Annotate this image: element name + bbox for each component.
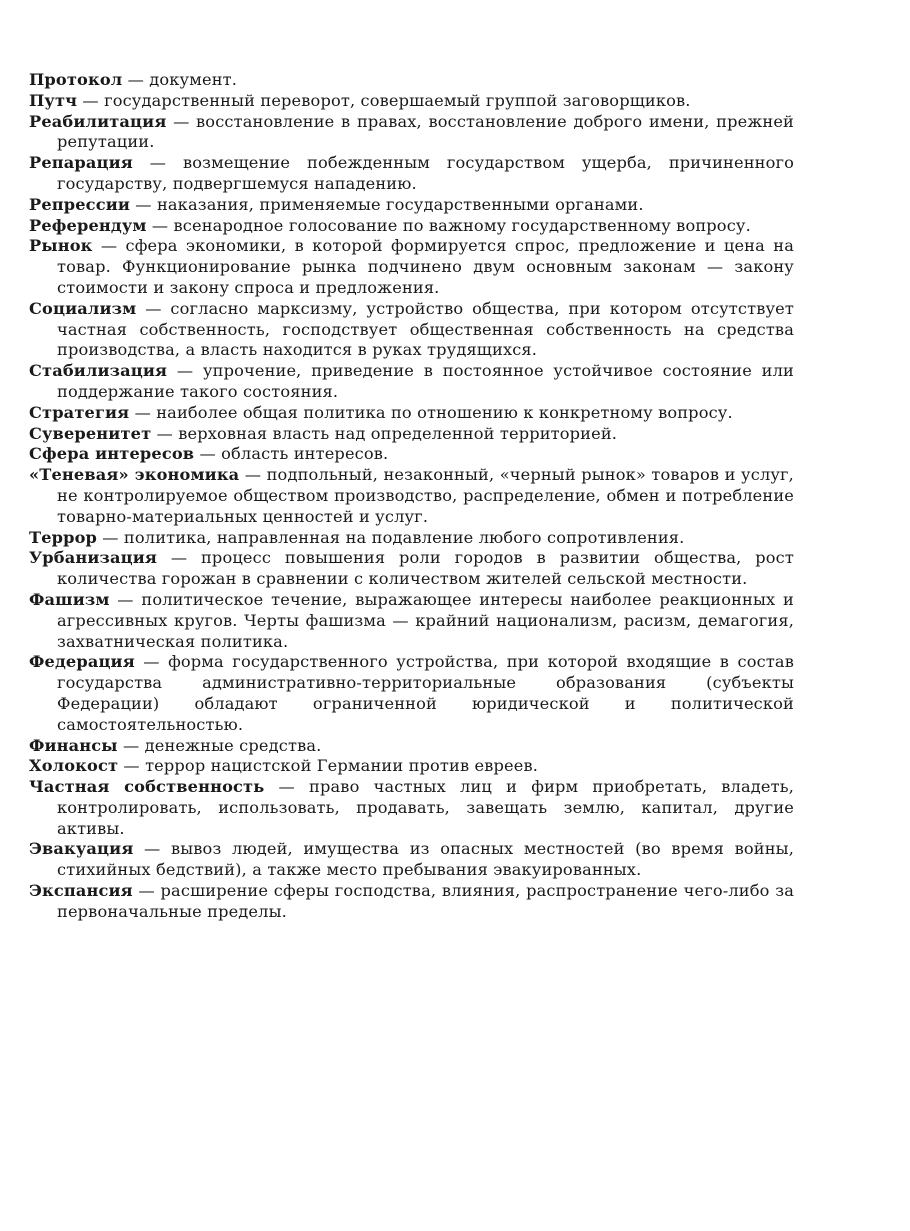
- glossary-term: Стабилизация: [29, 361, 168, 381]
- glossary-entry: [29, 236, 794, 298]
- glossary-entry: [29, 590, 794, 652]
- glossary-entry: [29, 652, 794, 735]
- glossary-entry: [29, 465, 794, 527]
- glossary-term: Протокол: [29, 70, 123, 89]
- glossary-term: Эвакуация: [29, 839, 134, 859]
- glossary-entry: [29, 881, 794, 923]
- glossary-term: Реабилитация: [29, 111, 167, 131]
- glossary-entry: [29, 70, 794, 91]
- glossary-entry: [29, 736, 794, 757]
- glossary-definition: — восстановление в правах, восстановление доброго имени, прежней репутации.: [57, 111, 794, 152]
- glossary-entry: [29, 153, 794, 195]
- glossary-entry: [29, 91, 794, 112]
- glossary-entry: [29, 424, 794, 445]
- glossary-definition: — возмещение побежденным государством ущерба, причиненного государству, подвергшемуся нападению.: [57, 153, 794, 193]
- glossary-term: Экспансия: [29, 881, 133, 901]
- glossary-definition: — вывоз людей, имущества из опасных местностей (во время войны, стихийных бедствий), а также место пребывания эвакуированных.: [57, 839, 794, 880]
- glossary-entry: [29, 216, 794, 237]
- glossary-term: Репрессии: [29, 194, 131, 214]
- glossary-entry: [29, 403, 794, 424]
- glossary-term: Федерация: [29, 652, 135, 672]
- glossary-definition: — область интересов.: [194, 444, 389, 464]
- glossary-term: Социализм: [29, 298, 137, 318]
- glossary-definition: — наиболее общая политика по отношению к конкретному вопросу.: [129, 402, 733, 422]
- glossary-entry: [29, 112, 794, 154]
- glossary-definition: — политическое течение, выражающее интересы наиболее реакционных и агрессивных кругов. Черты фашизма — крайний национализм, расизм, демагогия, захватническая политика.: [57, 589, 794, 651]
- glossary-definition: — согласно марксизму, устройство общества, при котором отсутствует частная собственность, господствует общественная собственность на средства производства, а власть находится в руках трудящихся.: [57, 298, 794, 360]
- glossary-term: Урбанизация: [29, 548, 157, 568]
- glossary-definition: — всенародное голосование по важному государственному вопросу.: [146, 215, 751, 235]
- glossary-definition: — верховная власть над определенной территорией.: [151, 423, 618, 443]
- glossary-term: «Теневая» экономика: [29, 465, 240, 485]
- glossary-term: Референдум: [29, 215, 147, 235]
- glossary-definition: — расширение сферы господства, влияния, распространение чего-либо за первоначальные пределы.: [57, 881, 794, 921]
- glossary-entry: [29, 548, 794, 590]
- glossary-definition: — политика, направленная на подавление любого сопротивления.: [97, 527, 685, 547]
- glossary-entry: [29, 361, 794, 403]
- glossary-definition: — наказания, применяемые государственными органами.: [130, 194, 644, 214]
- glossary-term: Сфера интересов: [29, 444, 195, 464]
- glossary-entry: [29, 528, 794, 549]
- glossary-term: Суверенитет: [29, 423, 152, 443]
- glossary-entry: [29, 756, 794, 777]
- glossary-definition: — террор нацистской Германии против евреев.: [118, 756, 539, 776]
- glossary-term: Стратегия: [29, 402, 130, 422]
- glossary-entry: [29, 839, 794, 881]
- glossary-entry: [29, 299, 794, 361]
- glossary-definition: — процесс повышения роли городов в развитии общества, рост количества горожан в сравнении с количеством жителей сельской местности.: [57, 548, 794, 589]
- glossary-definition: — право частных лиц и фирм приобретать, владеть, контролировать, использовать, продавать, завещать землю, капитал, другие активы.: [57, 777, 794, 838]
- glossary-definition: — упрочение, приведение в постоянное устойчивое состояние или поддержание такого состояния.: [57, 361, 794, 401]
- glossary-definition: — документ.: [122, 70, 238, 89]
- glossary-definition: — денежные средства.: [117, 735, 322, 755]
- glossary-term: Холокост: [29, 756, 119, 776]
- glossary-term: Репарация: [29, 153, 133, 173]
- glossary-term: Террор: [29, 527, 97, 547]
- glossary-term: Фашизм: [29, 589, 110, 609]
- glossary-entry: [29, 777, 794, 839]
- glossary-entry: [29, 195, 794, 216]
- glossary-definition: — форма государственного устройства, при которой входящие в состав государства административно-территориальные образования (субъекты Федерации) обладают ограниченной юридической и политической самостоятельностью.: [57, 652, 794, 734]
- glossary-definition: — государственный переворот, совершаемый группой заговорщиков.: [77, 90, 691, 110]
- glossary-term: Путч: [29, 90, 78, 110]
- glossary-entry: [29, 444, 794, 465]
- glossary-term: Рынок: [29, 236, 93, 256]
- glossary-definition: — подпольный, незаконный, «черный рынок» товаров и услуг, не контролируемое обществом производство, распределение, обмен и потребление товарно-материальных ценностей и услуг.: [57, 465, 794, 526]
- glossary-term: Частная собственность: [29, 777, 265, 797]
- glossary-term: Финансы: [29, 735, 118, 755]
- glossary-definition: — сфера экономики, в которой формируется спрос, предложение и цена на товар. Функционирование рынка подчинено двум основным законам — закону стоимости и закону спроса и предложения.: [57, 236, 794, 297]
- glossary: [29, 70, 794, 923]
